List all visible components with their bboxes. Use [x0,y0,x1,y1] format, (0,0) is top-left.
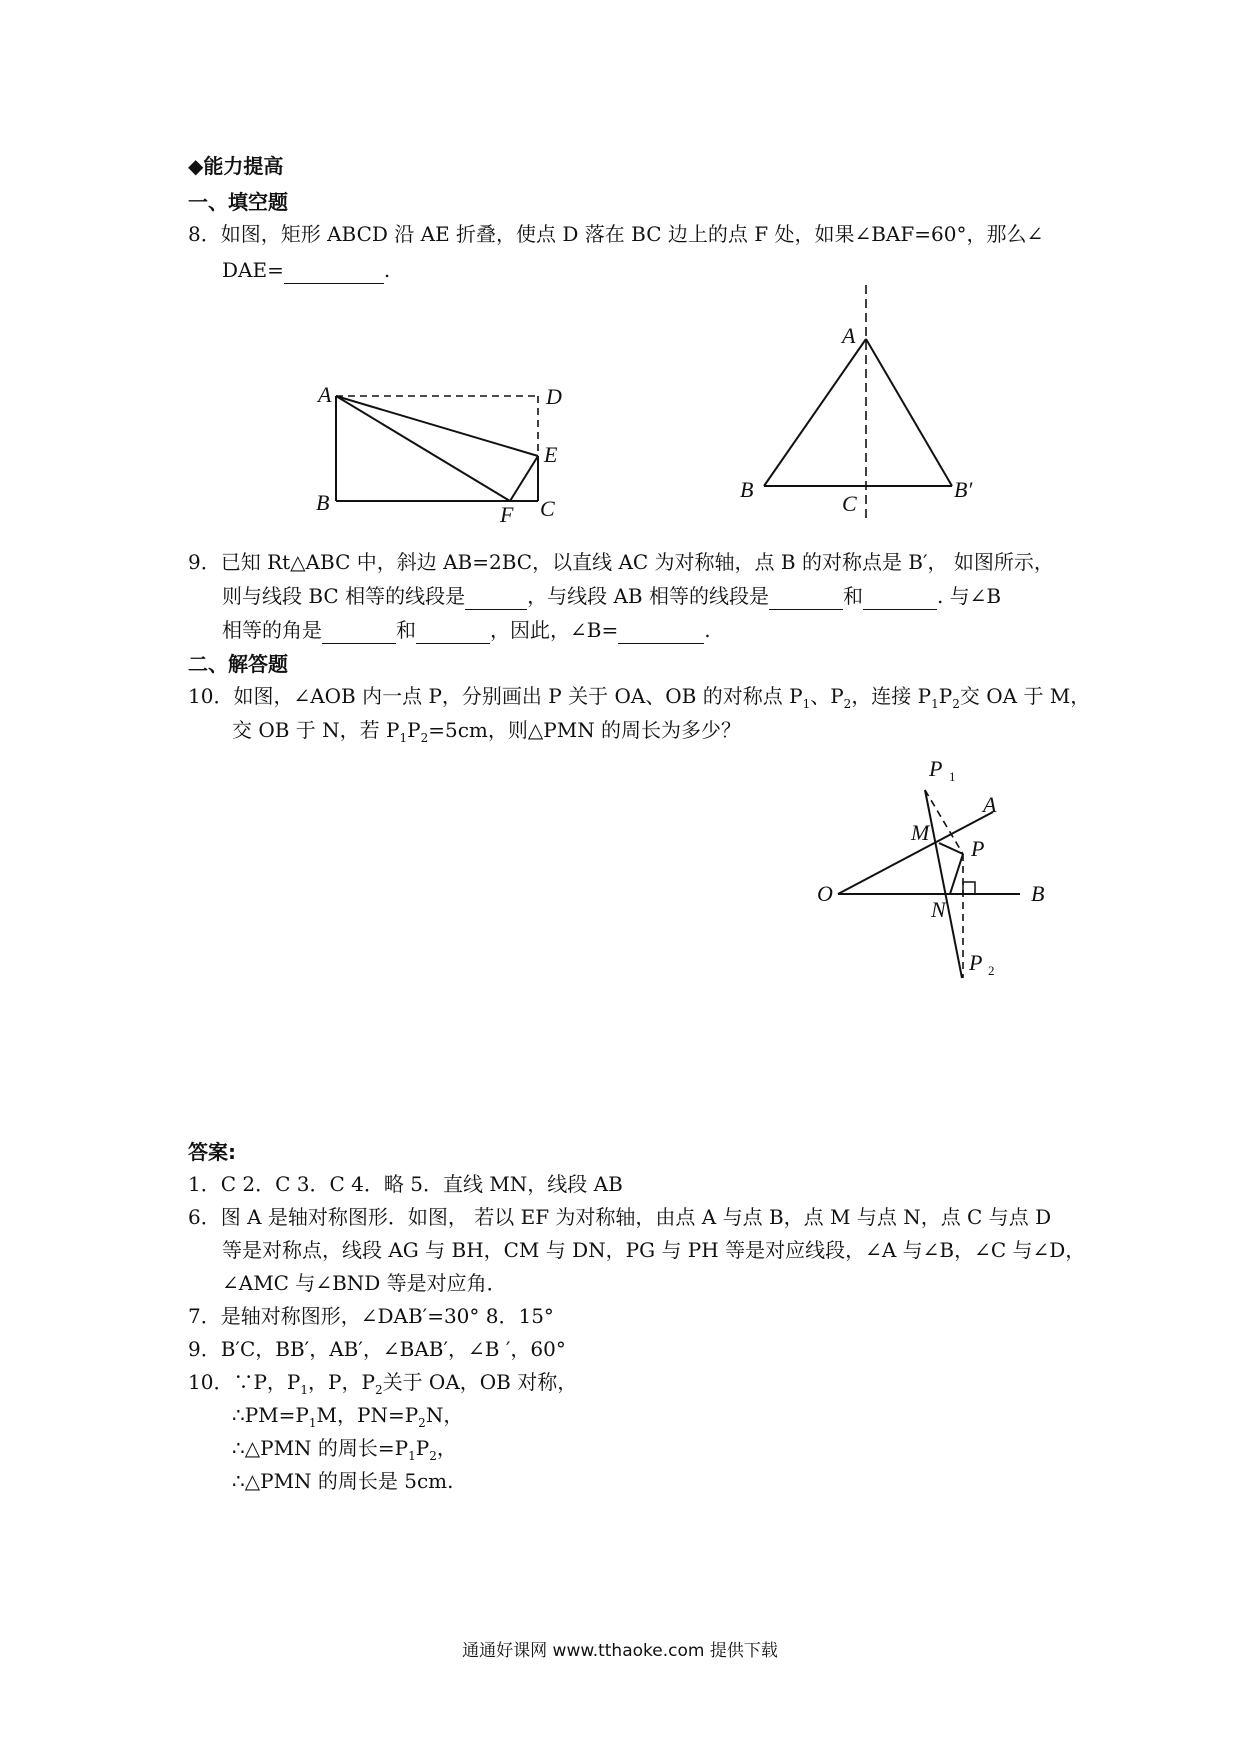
q9-blank-4 [322,623,396,644]
section-title: ◆能力提高 [188,154,284,178]
q10-text-1e: 交 OA 于 M， [959,684,1091,708]
angle-label-o: O [817,881,833,906]
q10-text-2b: P [407,718,421,742]
rect-label-b: B [316,490,330,515]
q10-text-1c: ，连接 P [851,684,932,708]
rect-label-e: E [544,442,558,467]
angle-label-a: A [983,792,997,817]
q8-line2 [222,256,390,284]
q10-sub-2a: 1 [399,731,408,745]
rectangle-fold-figure [300,380,580,540]
answer-6-line3: ∠AMC 与∠BND 等是对应角． [222,1271,507,1295]
q10-line2 [232,716,741,752]
angle-label-p2: P [969,950,983,975]
q10-line1 [188,682,1090,718]
angle-label-m: M [911,820,930,845]
answer-6-line1: 6．图 A 是轴对称图形．如图， 若以 EF 为对称轴，由点 A 与点 B，点 M 与点 N，点 C 与点 D [188,1205,1052,1229]
a10-sub-3a: 1 [408,1449,416,1463]
q10-text-2c: =5cm，则△PMN 的周长为多少？ [428,718,742,742]
rect-label-f: F [500,502,514,527]
q9-line1: 9．已知 Rt△ABC 中，斜边 AB=2BC，以直线 AC 为对称轴，点 B 的对称点是 B′， 如图所示， [188,550,1054,574]
a10-text-2b: M，PN=P [316,1403,419,1427]
q10-sub-1c: 1 [931,697,939,711]
q9-line3 [222,616,711,644]
answer-6-line2: 等是对称点，线段 AG 与 BH，CM 与 DN，PG 与 PH 等是对应线段，∠A 与∠B，∠C 与∠D， [222,1238,1086,1262]
q8-label-dae: DAE= [222,258,284,282]
angle-reflection-figure [805,750,1075,990]
q8-answer-blank [284,263,384,284]
q9-blank-1 [465,589,527,610]
q10-text-1b: 、P [810,684,844,708]
q10-sub-1a: 1 [802,697,811,711]
q10-sub-2b: 2 [420,731,429,745]
a10-sub-1b: 2 [374,1383,383,1397]
q9-text-and-2: 和 [396,618,416,642]
q9-text-and-1: 和 [842,584,863,608]
page-footer: 通通好课网 www.tthaoke.com 提供下载 [462,1641,778,1661]
a10-text-2c: N， [425,1403,464,1427]
q9-text-bc: 则与线段 BC 相等的线段是 [222,584,466,608]
tri-label-bprime: B′ [954,477,973,502]
q9-blank-5 [416,623,490,644]
answer-7-8: 7．是轴对称图形，∠DAB′=30° 8．15° [188,1304,554,1328]
a10-text-2a: ∴PM=P [232,1403,309,1427]
answer-10-line4: ∴△PMN 的周长是 5cm. [232,1469,454,1493]
part1-heading: 一、填空题 [188,190,288,214]
a10-sub-1a: 1 [300,1383,309,1397]
answer-10-line1 [188,1368,577,1404]
a10-sub-3b: 2 [429,1449,437,1463]
a10-text-1a: 10．∵P，P [188,1370,301,1394]
q9-text-angle-b: . 与∠B [936,584,1002,608]
q9-text-therefore: ，因此，∠B= [490,618,619,642]
a10-text-1b: ，P，P [308,1370,375,1394]
a10-text-3b: P [415,1436,430,1460]
angle-label-p: P [971,836,985,861]
angle-label-b: B [1031,881,1045,906]
answer-9: 9．B′C，BB′，AB′，∠BAB′，∠B ′，60° [188,1337,566,1361]
a10-text-3a: ∴△PMN 的周长=P [232,1436,409,1460]
q9-period: . [704,618,711,642]
a10-sub-2b: 2 [418,1416,426,1430]
q8-period: . [383,258,391,282]
q9-line2 [222,582,1001,610]
q10-text-2a: 交 OB 于 N，若 P [232,718,400,742]
tri-label-b: B [740,477,754,502]
a10-text-1c: 关于 OA，OB 对称， [382,1370,578,1394]
q9-text-angles: 相等的角是 [222,618,322,642]
q10-text-1a: 10．如图，∠AOB 内一点 P，分别画出 P 关于 OA、OB 的对称点 P [188,684,803,708]
tri-label-a: A [842,323,856,348]
rect-label-d: D [546,384,562,409]
q10-text-1d: P [938,684,953,708]
part2-heading: 二、解答题 [188,652,288,676]
answers-title: 答案: [188,1140,236,1164]
q10-sub-1b: 2 [843,697,852,711]
angle-label-p1-sub: 1 [949,769,956,784]
a10-sub-2a: 1 [308,1416,317,1430]
q10-sub-1d: 2 [952,697,960,711]
q8-line1: 8．如图，矩形 ABCD 沿 AE 折叠，使点 D 落在 BC 边上的点 F 处，如果∠BAF=60°，那么∠ [188,222,1044,246]
triangle-axis-figure [730,285,990,535]
answer-10-line3 [232,1434,457,1470]
angle-label-n: N [931,897,946,922]
tri-label-c: C [842,491,857,516]
a10-text-3c: ， [436,1436,457,1460]
angle-label-p1: P [929,756,943,781]
rect-label-a: A [318,382,332,407]
rect-label-c: C [540,496,555,521]
q9-blank-3 [863,589,937,610]
q9-blank-2 [769,589,843,610]
q9-blank-6 [618,623,704,644]
answer-1-5: 1．C 2．C 3．C 4．略 5．直线 MN，线段 AB [188,1172,623,1196]
angle-label-p2-sub: 2 [988,963,995,978]
answer-10-line2 [232,1401,463,1437]
q9-text-ab: ，与线段 AB 相等的线段是 [527,584,769,608]
